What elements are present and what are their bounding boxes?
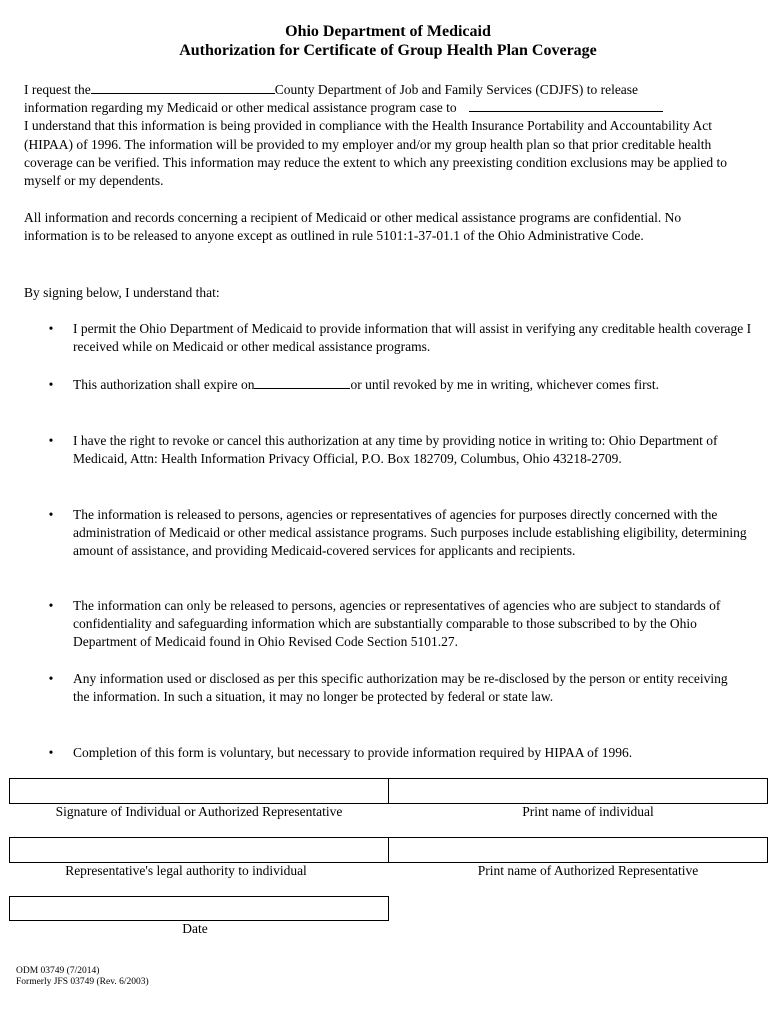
legal-authority-field[interactable] [9,837,389,863]
bullet-icon: • [48,598,54,613]
bullet-icon: • [48,507,54,522]
intro-paragraph-1 [24,81,744,190]
signature-label: Signature of Individual or Authorized Representative [55,804,343,819]
intro-cdjfs-text: County Department of Job and Family Services (CDJFS) to release [274,82,639,97]
date-label: Date [182,921,208,936]
bullet-voluntary-text: Completion of this form is voluntary, but necessary to provide information required by HIPAA of 1996. [73,745,633,760]
intro-line-2 [24,99,744,117]
print-name-field[interactable] [388,778,768,804]
form-title: Authorization for Certificate of Group Health Plan Coverage [179,42,597,59]
bullet-confidentiality-text: The information can only be released to persons, agencies or representatives of agencies who are subject to standards of confidentiality and safeguarding information which are substantially comparable to those subscribed to by the Ohio Department of Medicaid found in Ohio Revised Code Section 5101.27. [73,598,721,650]
intro-request-text: I request the [24,82,91,97]
bullet-icon: • [48,321,54,336]
intro-line-1 [24,81,744,99]
bullet-icon: • [48,433,54,448]
bullet-icon: • [48,745,54,760]
intro-release-text: information regarding my Medicaid or other medical assistance program case to [24,100,457,116]
release-recipient-blank[interactable] [469,99,663,112]
print-rep-name-label: Print name of Authorized Representative [477,863,699,878]
print-rep-name-field[interactable] [388,837,768,863]
expiration-date-blank[interactable] [254,376,350,389]
signature-field[interactable] [9,778,389,804]
confidentiality-paragraph: All information and records concerning a recipient of Medicaid or other medical assistance programs are confidential. No information is to be released to anyone except as outlined in rule 5101:1-37-01.1 of the Ohio Administrative Code. [24,210,682,244]
form-number: ODM 03749 (7/2014) [16,966,100,976]
expire-text-a: This authorization shall expire on [73,377,255,392]
legal-authority-label: Representative's legal authority to individual [65,863,307,878]
bullet-permit-text: I permit the Ohio Department of Medicaid to provide information that will assist in verifying any creditable health coverage I received while on Medicaid or other medical assistance programs. [73,321,752,355]
bullet-icon: • [48,377,54,392]
bullet-purpose-text: The information is released to persons, agencies or representatives of agencies for purposes directly concerned with the administration of Medicaid or other medical assistance programs. Such purposes include establishing eligibility, determining amount of assistance, and providing Medicaid-covered services for applicants and recipients. [73,507,747,559]
date-field[interactable] [9,896,389,921]
bullet-redisclosure-text: Any information used or disclosed as per this specific authorization may be re-disclosed by the person or entity receiving the information. In such a situation, it may no longer be protected by federal or state law. [73,671,728,705]
bullet-expire-text [73,376,757,394]
understanding-intro: By signing below, I understand that: [24,285,220,300]
print-name-label: Print name of individual [522,804,654,819]
form-agency-title: Ohio Department of Medicaid [285,23,491,40]
bullet-icon: • [48,671,54,686]
county-name-blank[interactable] [91,81,275,94]
intro-hipaa-text: I understand that this information is being provided in compliance with the Health Insurance Portability and Accountability Act (HIPAA) of 1996. The information will be provided to my employer and/or my group health plan so that prior creditable health coverage can be verified. This information may reduce the extent to which any preexisting condition exclusions may be applied to myself or my dependents. [24,118,728,189]
form-former-number: Formerly JFS 03749 (Rev. 6/2003) [16,977,149,987]
expire-text-b: or until revoked by me in writing, whichever comes first. [350,377,660,392]
bullet-revoke-text: I have the right to revoke or cancel this authorization at any time by providing notice in writing to: Ohio Department of Medicaid, Attn: Health Information Privacy Official, P.O. Box 182709, Columbus, Ohio 43218-2709. [73,433,718,467]
